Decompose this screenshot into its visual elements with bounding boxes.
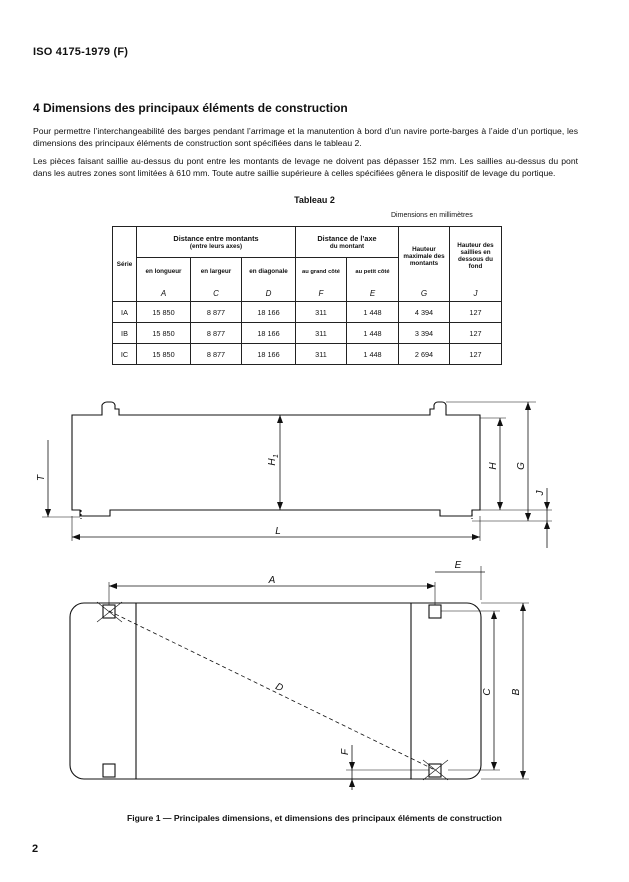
table-row	[113, 323, 502, 344]
cell: 127	[450, 323, 502, 344]
table-row	[113, 344, 502, 365]
header-group-axe-sub: du montant	[329, 243, 365, 250]
plan-post-top-right	[429, 605, 441, 618]
cell: 18 166	[242, 323, 296, 344]
header-group-axe	[296, 227, 399, 258]
label-a: A	[268, 575, 276, 586]
letter-f: F	[296, 286, 347, 302]
label-l: L	[275, 526, 281, 537]
table-caption: Tableau 2	[294, 195, 335, 205]
header-hauteur-max: Hauteur maximale des montants	[399, 227, 450, 286]
cell: 18 166	[242, 302, 296, 323]
header-group-axe-title: Distance de l’axe	[317, 234, 377, 243]
cell-serie: IC	[113, 344, 137, 365]
figure-1-drawing	[0, 380, 629, 810]
cell: 127	[450, 344, 502, 365]
header-group-distance	[137, 227, 296, 258]
dimensions-table	[112, 226, 502, 365]
letter-d: D	[242, 286, 296, 302]
cell: 8 877	[191, 323, 242, 344]
document-id: ISO 4175-1979 (F)	[33, 46, 129, 58]
cell: 4 394	[399, 302, 450, 323]
cell: 1 448	[347, 344, 399, 365]
label-h1: H	[267, 458, 278, 466]
letter-e: E	[347, 286, 399, 302]
plan-post-bottom-left	[103, 764, 115, 777]
cell: 15 850	[137, 344, 191, 365]
header-hauteur-saillies: Hauteur des saillies en dessous du fond	[450, 227, 502, 286]
label-b: B	[511, 688, 522, 696]
label-g: G	[516, 462, 527, 470]
cell: 8 877	[191, 344, 242, 365]
paragraph-2: Les pièces faisant saillie au-dessus du pont entre les montants de levage ne doivent pas dépasser 152 mm. Les saillies au-dessus du pont dans les autres zones sont limitées à 610 mm. Toute autre saillie supérieure à celles spécifiées gênera le dispositif de levage du portique.	[33, 156, 578, 178]
label-t: T	[36, 474, 47, 482]
cell: 15 850	[137, 302, 191, 323]
letter-j: J	[450, 286, 502, 302]
header-en-largeur: en largeur	[191, 258, 242, 286]
cell: 8 877	[191, 302, 242, 323]
header-group-distance-title: Distance entre montants	[173, 234, 259, 243]
page-number: 2	[32, 843, 39, 855]
paragraph-1: Pour permettre l’interchangeabilité des barges pendant l’arrimage et la manutention à bord d’un navire porte-barges à l’aide d’un portique, les dimensions des principaux éléments de construction sont spécifiées dans le tableau 2.	[33, 126, 578, 148]
letter-c: C	[191, 286, 242, 302]
header-au-grand-cote: au grand côté	[296, 258, 347, 286]
cell: 15 850	[137, 323, 191, 344]
cell: 2 694	[399, 344, 450, 365]
label-h1-subscript: 1	[273, 454, 280, 458]
cell: 311	[296, 323, 347, 344]
cell: 311	[296, 344, 347, 365]
cell: 127	[450, 302, 502, 323]
dimension-d-line	[109, 611, 435, 770]
label-h: H	[488, 462, 499, 470]
header-serie: Série	[113, 227, 137, 302]
cell: 1 448	[347, 323, 399, 344]
letter-a: A	[137, 286, 191, 302]
cell: 311	[296, 302, 347, 323]
cell-serie: IB	[113, 323, 137, 344]
label-d: D	[273, 681, 285, 695]
cell-serie: IA	[113, 302, 137, 323]
table-units: Dimensions en millimètres	[391, 212, 473, 219]
table-row	[113, 302, 502, 323]
cell: 3 394	[399, 323, 450, 344]
label-j: J	[535, 490, 546, 496]
section-title: 4 Dimensions des principaux éléments de construction	[33, 101, 348, 115]
letter-g: G	[399, 286, 450, 302]
label-e: E	[454, 560, 462, 571]
header-au-petit-cote: au petit côté	[347, 258, 399, 286]
label-c: C	[482, 688, 493, 696]
header-group-distance-sub: (entre leurs axes)	[189, 243, 243, 250]
header-en-longueur: en longueur	[137, 258, 191, 286]
figure-caption: Figure 1 — Principales dimensions, et dimensions des principaux éléments de construction	[127, 813, 502, 823]
label-f: F	[340, 748, 351, 756]
cell: 18 166	[242, 344, 296, 365]
header-en-diagonale: en diagonale	[242, 258, 296, 286]
cell: 1 448	[347, 302, 399, 323]
